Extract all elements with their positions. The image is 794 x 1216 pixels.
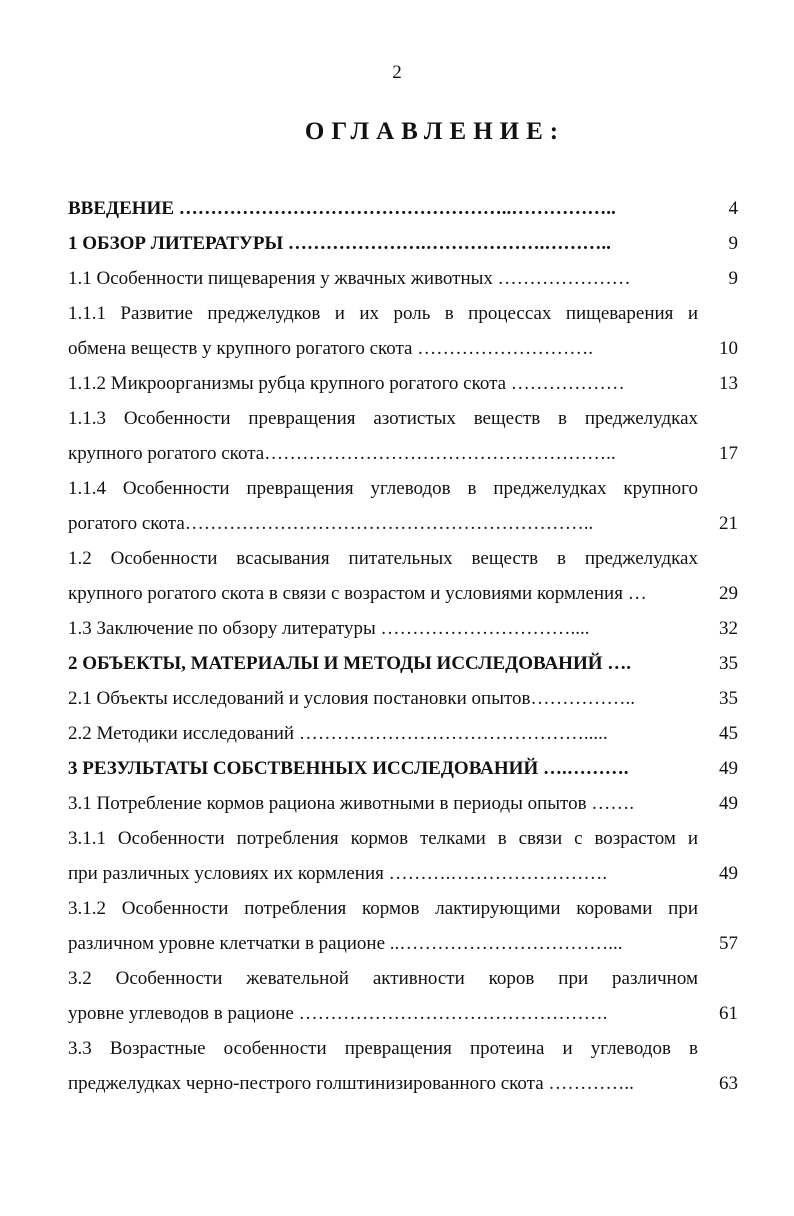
toc-page-1-1-2: 13 (719, 373, 738, 394)
toc-entry-1-1-3-line-1: 1.1.3 Особенности превращения азотистых веществ в преджелудках (68, 408, 698, 429)
toc-entry-chapter-2: 2 ОБЪЕКТЫ, МАТЕРИАЛЫ И МЕТОДЫ ИССЛЕДОВАНИЙ …. (68, 653, 632, 674)
toc-page-chapter-3: 49 (719, 758, 738, 779)
toc-entry-2-1: 2.1 Объекты исследований и условия постановки опытов…………….. (68, 688, 635, 709)
toc-page-1-1-1: 10 (719, 338, 738, 359)
toc-entry-3-3-line-1: 3.3 Возрастные особенности превращения протеина и углеводов в (68, 1038, 698, 1059)
toc-entry-3-1: 3.1 Потребление кормов рациона животными в периоды опытов ……. (68, 793, 635, 814)
toc-entry-1-3: 1.3 Заключение по обзору литературы ………………………….... (68, 618, 590, 639)
toc-page-1-2: 29 (719, 583, 738, 604)
toc-entry-3-1-2-line-2: различном уровне клетчатки в рационе ..……………………………... (68, 933, 623, 954)
toc-entry-1-1: 1.1 Особенности пищеварения у жвачных животных ………………… (68, 268, 631, 289)
toc-page-chapter-1: 9 (728, 233, 738, 254)
toc-entry-1-1-2: 1.1.2 Микроорганизмы рубца крупного рогатого скота ……………… (68, 373, 625, 394)
toc-entry-1-1-4-line-1: 1.1.4 Особенности превращения углеводов в преджелудках крупного (68, 478, 698, 499)
toc-page-1-1-4: 21 (719, 513, 738, 534)
toc-page-1-1: 9 (728, 268, 738, 289)
toc-entry-2-2: 2.2 Методики исследований ………………………………………..... (68, 723, 608, 744)
toc-page-1-3: 32 (719, 618, 738, 639)
toc-entry-3-1-1-line-1: 3.1.1 Особенности потребления кормов телками в связи с возрастом и (68, 828, 698, 849)
toc-page-2-1: 35 (719, 688, 738, 709)
toc-page-3-3: 63 (719, 1073, 738, 1094)
toc-entry-chapter-3: 3 РЕЗУЛЬТАТЫ СОБСТВЕННЫХ ИССЛЕДОВАНИЙ ….………. (68, 758, 629, 779)
toc-entry-3-1-2-line-1: 3.1.2 Особенности потребления кормов лактирующими коровами при (68, 898, 698, 919)
toc-entry-3-1-1-line-2: при различных условиях их кормления ……….……………………. (68, 863, 608, 884)
toc-page-2-2: 45 (719, 723, 738, 744)
toc-page-1-1-3: 17 (719, 443, 738, 464)
toc-entry-1-1-1-line-2: обмена веществ у крупного рогатого скота ………………………. (68, 338, 593, 359)
toc-entry-3-3-line-2: преджелудках черно-пестрого голштинизированного скота ………….. (68, 1073, 634, 1094)
toc-entry-3-2-line-1: 3.2 Особенности жевательной активности коров при различном (68, 968, 698, 989)
toc-entry-1-1-3-line-2: крупного рогатого скота……………………………………………….. (68, 443, 616, 464)
toc-entry-3-2-line-2: уровне углеводов в рационе …………………………………………. (68, 1003, 608, 1024)
toc-entry-1-2-line-1: 1.2 Особенности всасывания питательных веществ в преджелудках (68, 548, 698, 569)
toc-entry-chapter-1: 1 ОБЗОР ЛИТЕРАТУРЫ ………………….……………….……….. (68, 233, 611, 254)
page-title: ОГЛАВЛЕНИЕ: (304, 118, 566, 145)
page-number: 2 (392, 62, 402, 83)
toc-entry-1-1-4-line-2: рогатого скота……………………………………………………….. (68, 513, 594, 534)
toc-entry-1-2-line-2: крупного рогатого скота в связи с возрастом и условиями кормления … (68, 583, 647, 604)
toc-page-3-1-1: 49 (719, 863, 738, 884)
toc-entry-1-1-1-line-1: 1.1.1 Развитие преджелудков и их роль в процессах пищеварения и (68, 303, 698, 324)
toc-entry-introduction: ВВЕДЕНИЕ ……………………………………………..…………….. (68, 198, 616, 219)
toc-page-3-2: 61 (719, 1003, 738, 1024)
toc-page-chapter-2: 35 (719, 653, 738, 674)
toc-page-3-1-2: 57 (719, 933, 738, 954)
toc-page-3-1: 49 (719, 793, 738, 814)
toc-page-introduction: 4 (728, 198, 738, 219)
